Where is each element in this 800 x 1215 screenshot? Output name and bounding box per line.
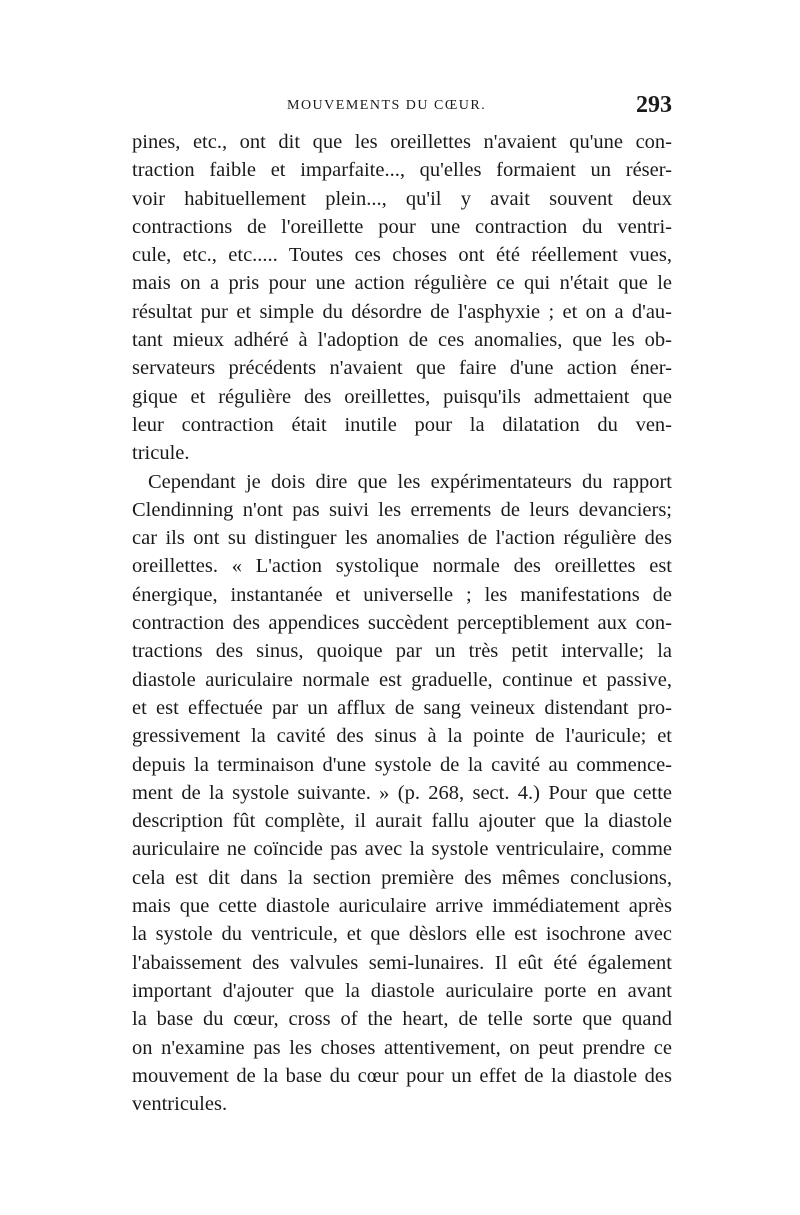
text-line: car ils ont su distinguer les anomalies de l'action régulière des [132, 527, 672, 550]
text-line: important d'ajouter que la diastole auriculaire porte en avant [132, 979, 672, 1002]
text-line: Cependant je dois dire que les expérimentateurs du rapport [148, 470, 672, 493]
text-line: voir habituellement plein..., qu'il y avait souvent deux [132, 187, 672, 210]
text-line: énergique, instantanée et universelle ; les manifestations de [132, 583, 672, 606]
text-line: mais que cette diastole auriculaire arrive immédiatement après [132, 895, 672, 918]
text-line: tant mieux adhéré à l'adoption de ces anomalies, que les ob- [132, 329, 672, 352]
text-line: leur contraction était inutile pour la dilatation du ven- [132, 413, 672, 436]
text-line: contractions de l'oreillette pour une contraction du ventri- [132, 215, 672, 238]
text-line: la systole du ventricule, et que dèslors elle est isochrone avec [132, 923, 672, 946]
running-title: MOUVEMENTS DU CŒUR. [287, 98, 487, 113]
text-line: depuis la terminaison d'une systole de la cavité au commence- [132, 753, 672, 776]
text-line: tricule. [132, 442, 190, 465]
text-line: description fût complète, il aurait fallu ajouter que la diastole [132, 810, 672, 833]
text-line: mais on a pris pour une action régulière ce qui n'était que le [132, 272, 672, 295]
text-line: servateurs précédents n'avaient que faire d'une action éner- [132, 357, 672, 380]
text-line: on n'examine pas les choses attentivement, on peut prendre ce [132, 1036, 672, 1059]
text-line: mouvement de la base du cœur pour un effet de la diastole des [132, 1064, 672, 1087]
text-line: oreillettes. « L'action systolique normale des oreillettes est [132, 555, 672, 578]
text-line: et est effectuée par un afflux de sang veineux distendant pro- [132, 696, 672, 719]
text-line: ment de la systole suivante. » (p. 268, sect. 4.) Pour que cette [132, 781, 672, 804]
text-line: cule, etc., etc..... Toutes ces choses ont été réellement vues, [132, 244, 672, 267]
text-line: la base du cœur, cross of the heart, de telle sorte que quand [132, 1008, 672, 1031]
text-line: ventricules. [132, 1093, 228, 1116]
body-text [132, 128, 672, 1118]
text-line: contraction des appendices succèdent perceptiblement aux con- [132, 612, 672, 635]
page-header [132, 92, 672, 122]
text-line: gressivement la cavité des sinus à la pointe de l'auricule; et [132, 725, 672, 748]
paragraph [132, 468, 672, 1119]
text-line: auriculaire ne coïncide pas avec la systole ventriculaire, comme [132, 838, 672, 861]
paragraph [132, 128, 672, 468]
text-line: diastole auriculaire normale est graduelle, continue et passive, [132, 668, 672, 691]
page-number: 293 [636, 92, 672, 118]
text-line: gique et régulière des oreillettes, puisqu'ils admettaient que [132, 385, 672, 408]
text-line: résultat pur et simple du désordre de l'asphyxie ; et on a d'au- [132, 300, 672, 323]
text-line: l'abaissement des valvules semi-lunaires. Il eût été également [132, 951, 672, 974]
text-line: pines, etc., ont dit que les oreillettes n'avaient qu'une con- [132, 131, 672, 153]
text-line: tractions des sinus, quoique par un très petit intervalle; la [132, 640, 672, 663]
text-line: Clendinning n'ont pas suivi les errements de leurs devanciers; [132, 498, 672, 521]
text-line: traction faible et imparfaite..., qu'elles formaient un réser- [132, 159, 672, 182]
text-line: cela est dit dans la section première des mêmes conclusions, [132, 866, 672, 889]
